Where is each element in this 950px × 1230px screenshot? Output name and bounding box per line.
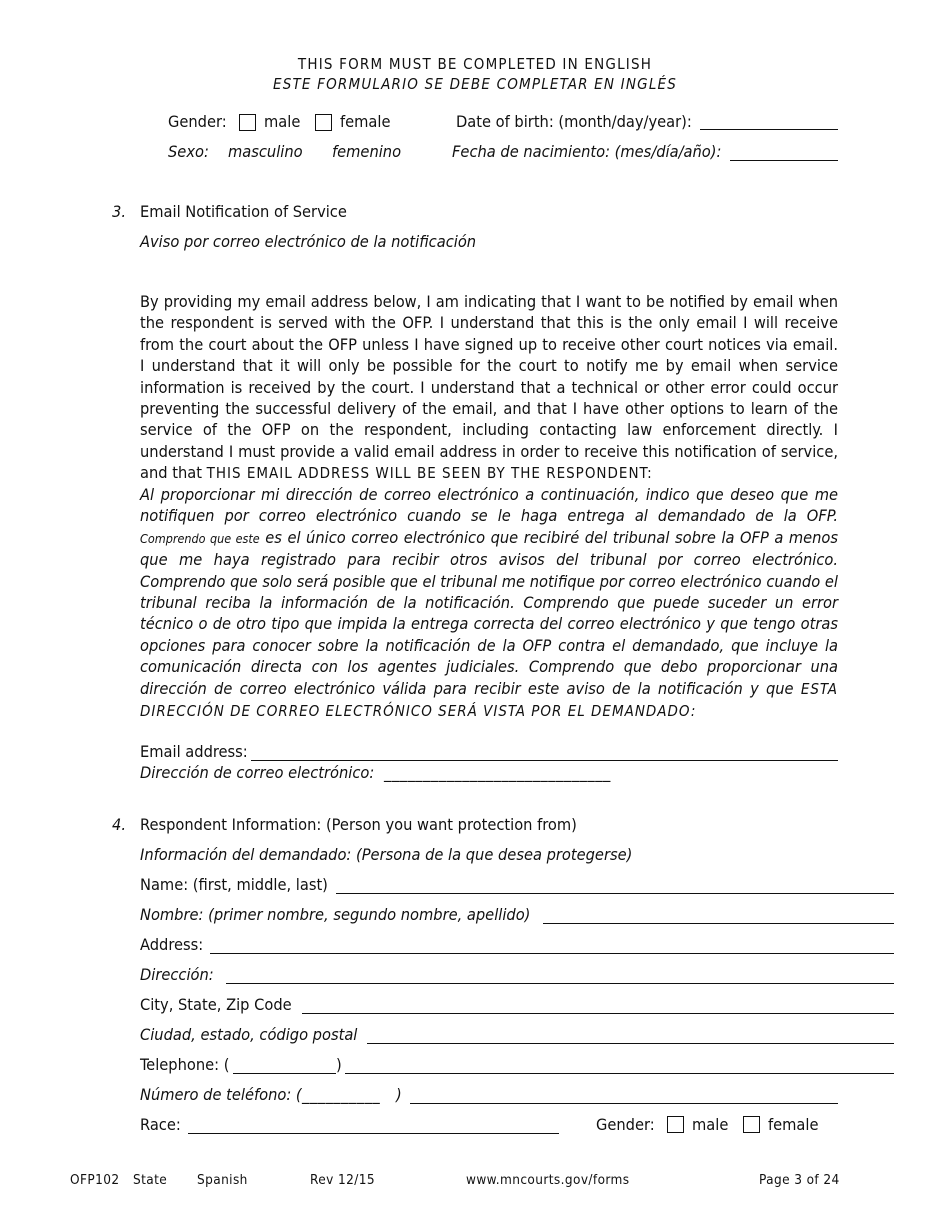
respondent-city-label: City, State, Zip Code <box>140 995 292 1014</box>
respondent-phone-es-close-paren: ) <box>396 1085 402 1104</box>
respondent-phone-area-code-line[interactable] <box>233 1073 336 1074</box>
section-4-number: 4. <box>112 815 126 834</box>
section-3-title: Email Notification of Service <box>140 202 347 221</box>
male-label: male <box>264 112 301 131</box>
footer-page-number: Page 3 of 24 <box>759 1172 840 1188</box>
footer-language: Spanish <box>197 1172 248 1188</box>
respondent-phone-close-paren: ) <box>336 1055 342 1074</box>
respondent-male-checkbox[interactable] <box>667 1116 684 1133</box>
respondent-phone-label-es: Número de teléfono: ( <box>140 1085 302 1104</box>
respondent-race-field-line[interactable] <box>188 1133 559 1134</box>
respondent-race-label: Race: <box>140 1115 181 1134</box>
respondent-address-label: Address: <box>140 935 204 954</box>
respondent-gender-label: Gender: <box>596 1115 655 1134</box>
respondent-city-field-line[interactable] <box>302 1013 894 1014</box>
respondent-city-label-es: Ciudad, estado, código postal <box>140 1025 358 1044</box>
gender-label: Gender: <box>168 112 227 131</box>
fecha-label: Fecha de nacimiento: (mes/día/año): <box>452 142 722 161</box>
form-header-spanish: ESTE FORMULARIO SE DEBE COMPLETAR EN INGLÉS <box>272 75 678 93</box>
respondent-male-label: male <box>692 1115 729 1134</box>
footer-state: State <box>133 1172 168 1188</box>
section-3-number: 3. <box>112 202 126 221</box>
respondent-phone-field-line[interactable] <box>345 1073 894 1074</box>
email-notice-paragraph-es: Al proporcionar mi dirección de correo electrónico a continuación, indico que deseo que me notifiquen por correo electrónico cuando se le haga entrega al demandado de la OFP. Comprendo que este es el único correo electrónico que recibiré del tribunal sobre la OFP a menos que me haya registrado para recibir otros avisos del tribunal por correo electrónico. Comprendo que solo será posible que el tribunal me notifique por correo electrónico cuando el tribunal reciba la información de la notificación. Comprendo que puede suceder un error técnico o de otro tipo que impida la entrega correcta del correo electrónico y que tengo otras opciones para conocer sobre la notificación de la OFP contra el demandado, que incluye la comunicación directa con los agentes judiciales. Comprendo que debo proporcionar una dirección de correo electrónico válida para recibir este aviso de la notificación y que ESTA DIRECCIÓN DE CORREO ELECTRÓNICO SERÁ VISTA POR EL DEMANDADO: <box>140 485 839 721</box>
respondent-address-es-field-line[interactable] <box>226 983 894 984</box>
respondent-female-label: female <box>768 1115 819 1134</box>
fecha-field-line[interactable] <box>730 160 838 161</box>
dob-field-line[interactable] <box>700 129 838 130</box>
sexo-label: Sexo: <box>168 142 209 161</box>
footer-revision: Rev 12/15 <box>310 1172 375 1188</box>
respondent-name-field-line[interactable] <box>336 893 894 894</box>
section-3-title-es: Aviso por correo electrónico de la notificación <box>140 232 477 251</box>
email-address-field-line[interactable] <box>251 760 838 761</box>
respondent-phone-es-blank: __________ <box>302 1085 381 1104</box>
email-address-label-es: Dirección de correo electrónico: <box>140 763 375 782</box>
form-header-english: THIS FORM MUST BE COMPLETED IN ENGLISH <box>297 55 653 73</box>
femenino-label: femenino <box>332 142 402 161</box>
petitioner-female-checkbox[interactable] <box>315 114 332 131</box>
email-notice-paragraph-en: By providing my email address below, I am indicating that I want to be notified by email when the respondent is served with the OFP. I understand that this is the only email I will receive from the court about the OFP unless I have signed up to receive other court notices via email. I understand that it will only be possible for the court to notify me by email when service information is received by the court. I understand that a technical or other error could occur preventing the successful delivery of the email, and that I have other options to learn of the service of the OFP on the respondent, including contacting law enforcement directly. I understand I must provide a valid email address in order to receive this notification of service, and that THIS EMAIL ADDRESS WILL BE SEEN BY THE RESPONDENT: <box>140 292 838 483</box>
respondent-name-es-field-line[interactable] <box>543 923 894 924</box>
dob-label: Date of birth: (month/day/year): <box>456 112 692 131</box>
petitioner-male-checkbox[interactable] <box>239 114 256 131</box>
respondent-phone-es-field-line[interactable] <box>410 1103 838 1104</box>
section-4-title: Respondent Information: (Person you want protection from) <box>140 815 577 834</box>
respondent-address-field-line[interactable] <box>210 953 894 954</box>
respondent-city-es-field-line[interactable] <box>367 1043 894 1044</box>
respondent-name-label-es: Nombre: (primer nombre, segundo nombre, apellido) <box>140 905 531 924</box>
female-label: female <box>340 112 391 131</box>
respondent-address-label-es: Dirección: <box>140 965 214 984</box>
respondent-name-label: Name: (first, middle, last) <box>140 875 328 894</box>
respondent-female-checkbox[interactable] <box>743 1116 760 1133</box>
email-es-blank: _____________________________ <box>384 763 611 782</box>
footer-url[interactable]: www.mncourts.gov/forms <box>466 1172 630 1188</box>
section-4-title-es: Información del demandado: (Persona de la que desea protegerse) <box>140 845 633 864</box>
email-address-label: Email address: <box>140 742 248 761</box>
footer-form-id: OFP102 <box>70 1172 120 1188</box>
masculino-label: masculino <box>228 142 303 161</box>
respondent-phone-label: Telephone: ( <box>140 1055 230 1074</box>
